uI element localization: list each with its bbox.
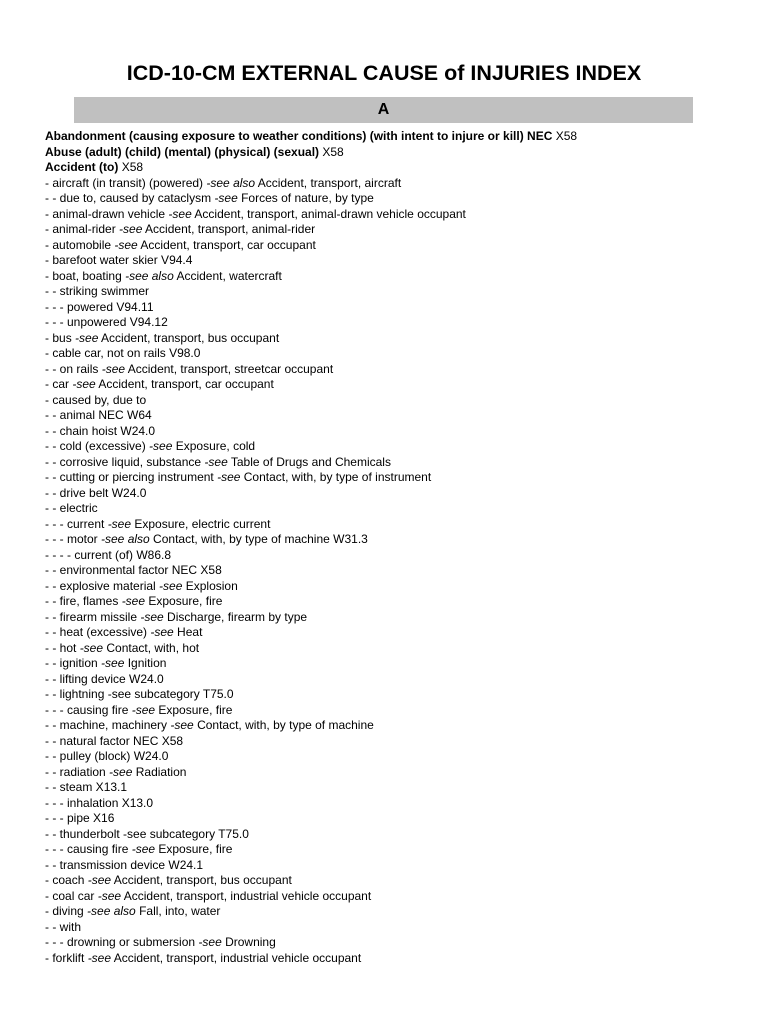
index-entry: [45, 222, 745, 238]
subterm: coach: [52, 873, 88, 887]
subterm: transmission device W24.1: [59, 857, 204, 872]
see-reference: -see: [131, 842, 156, 856]
subterm: pipe X16: [67, 811, 115, 825]
index-entry: [45, 734, 745, 750]
indent-dashes: -: [45, 206, 53, 221]
cross-reference: Accident, transport, industrial vehicle occupant: [111, 950, 362, 965]
subterm: caused by, due to: [52, 392, 147, 407]
subterm: animal NEC W64: [59, 408, 152, 422]
subterm: striking swimmer: [59, 284, 150, 298]
indent-dashes: - -: [45, 284, 60, 298]
indent-dashes: -: [45, 237, 53, 252]
subterm: lightning -see subcategory T75.0: [59, 687, 234, 701]
subterm: diving: [52, 904, 88, 918]
index-entry: [45, 811, 745, 827]
index-entry: [45, 377, 745, 393]
indent-dashes: -: [45, 346, 53, 360]
subterm: ignition: [59, 656, 102, 670]
index-entry: [45, 191, 745, 207]
subterm: pulley (block) W24.0: [59, 749, 169, 763]
subterm: current: [67, 516, 108, 531]
see-reference: -see: [150, 625, 174, 639]
see-reference: -see: [140, 609, 164, 624]
see-reference: -see: [109, 764, 133, 779]
cross-reference: Accident, transport, bus occupant: [98, 330, 280, 345]
indent-dashes: - -: [45, 857, 60, 872]
indent-dashes: - -: [45, 408, 60, 422]
subterm: cold (excessive): [59, 439, 150, 453]
index-entry: [45, 625, 745, 641]
subterm: fire, flames: [59, 594, 122, 608]
indent-dashes: -: [45, 222, 53, 236]
see-reference: -see: [107, 516, 132, 531]
subterm: electric: [59, 501, 98, 515]
index-entry: [45, 284, 745, 300]
cross-reference: Discharge, firearm by type: [163, 609, 308, 624]
subterm: barefoot water skier V94.4: [52, 253, 193, 267]
index-entry: [45, 610, 745, 626]
index-entry: [45, 238, 745, 254]
index-entry: [45, 858, 745, 874]
subterm: drive belt W24.0: [59, 485, 147, 500]
subterm: bus: [52, 330, 76, 345]
cross-reference: Exposure, fire: [155, 702, 233, 717]
indent-dashes: -: [45, 268, 53, 283]
cross-reference: Exposure, electric current: [131, 516, 271, 531]
indent-dashes: - -: [45, 578, 60, 593]
index-entry: [45, 641, 745, 657]
cross-reference: Contact, with, by type of machine: [193, 718, 374, 732]
indent-dashes: -: [45, 253, 53, 267]
cross-reference: Contact, with, by type of machine W31.3: [149, 532, 368, 546]
indent-dashes: - -: [45, 919, 60, 934]
section-letter-bar: [74, 97, 693, 123]
see-reference: -see also: [125, 268, 174, 283]
see-reference: -see: [87, 873, 112, 887]
indent-dashes: - -: [45, 687, 60, 701]
indent-dashes: - -: [45, 423, 60, 438]
see-reference: -see: [131, 702, 156, 717]
see-reference: -see: [198, 935, 222, 949]
main-term: Abuse (adult) (child) (mental) (physical) (sexual): [45, 144, 320, 159]
cross-reference: Contact, with, by type of instrument: [240, 470, 432, 484]
indent-dashes: - -: [45, 439, 60, 453]
indent-dashes: -: [45, 904, 53, 918]
subterm: with: [59, 919, 82, 934]
see-reference: -see: [214, 191, 238, 205]
see-reference: -see: [149, 439, 173, 453]
index-entry: [45, 517, 745, 533]
subterm: environmental factor NEC X58: [59, 563, 222, 577]
indent-dashes: - -: [45, 609, 60, 624]
indent-dashes: -: [45, 873, 53, 887]
code: X58: [121, 160, 144, 174]
cross-reference: Radiation: [132, 764, 187, 779]
subterm: causing fire: [67, 842, 132, 856]
indent-dashes: - -: [45, 718, 60, 732]
index-entry: [45, 393, 745, 409]
subterm: explosive material: [59, 578, 160, 593]
indent-dashes: - - -: [45, 516, 67, 531]
indent-dashes: - - -: [45, 811, 67, 825]
see-reference: -see also: [101, 532, 150, 546]
index-entry: [45, 269, 745, 285]
indent-dashes: - -: [45, 191, 60, 205]
index-entry: [45, 331, 745, 347]
index-entry: [45, 362, 745, 378]
subterm: natural factor NEC X58: [59, 733, 184, 748]
index-entry: [45, 951, 745, 967]
index-entry: [45, 765, 745, 781]
cross-reference: Accident, transport, industrial vehicle occupant: [121, 888, 372, 903]
index-entry: [45, 145, 745, 161]
index-entry: [45, 579, 745, 595]
cross-reference: Exposure, fire: [155, 842, 233, 856]
indent-dashes: - -: [45, 733, 60, 748]
indent-dashes: -: [45, 392, 53, 407]
subterm: current (of) W86.8: [74, 547, 172, 562]
indent-dashes: - - -: [45, 935, 67, 949]
index-entry: [45, 300, 745, 316]
code: X58: [322, 144, 344, 159]
cross-reference: Exposure, cold: [172, 439, 256, 453]
subterm: unpowered V94.12: [67, 315, 168, 329]
indent-dashes: - - -: [45, 315, 67, 329]
cross-reference: Accident, transport, bus occupant: [111, 873, 292, 887]
indent-dashes: -: [45, 888, 53, 903]
indent-dashes: - -: [45, 625, 60, 639]
index-entry: [45, 827, 745, 843]
indent-dashes: - -: [45, 749, 60, 763]
index-entry: [45, 656, 745, 672]
cross-reference: Forces of nature, by type: [237, 191, 374, 205]
subterm: boat, boating: [52, 268, 126, 283]
indent-dashes: -: [45, 950, 53, 965]
index-entry: [45, 253, 745, 269]
index-entry: [45, 176, 745, 192]
subterm: aircraft (in transit) (powered): [52, 175, 207, 190]
cross-reference: Contact, with, hot: [103, 640, 200, 655]
index-entry: [45, 842, 745, 858]
section-letter: A: [377, 101, 390, 118]
cross-reference: Table of Drugs and Chemicals: [227, 454, 391, 469]
page-title: ICD-10-CM EXTERNAL CAUSE of INJURIES INDEX: [126, 61, 642, 85]
subterm: motor: [67, 532, 102, 546]
subterm: animal-drawn vehicle: [52, 206, 169, 221]
cross-reference: Ignition: [124, 656, 167, 670]
subterm: causing fire: [67, 702, 132, 717]
index-entry: [45, 920, 745, 936]
indent-dashes: -: [45, 175, 53, 190]
index-entry: [45, 873, 745, 889]
see-reference: -see: [217, 470, 241, 484]
see-reference: -see: [168, 206, 192, 221]
indent-dashes: - - -: [45, 842, 67, 856]
index-entry: [45, 408, 745, 424]
subterm: radiation: [59, 764, 110, 779]
subterm: heat (excessive): [59, 625, 151, 639]
indent-dashes: - - - -: [45, 547, 75, 562]
indent-dashes: - -: [45, 485, 60, 500]
index-entry: [45, 501, 745, 517]
subterm: hot: [59, 640, 80, 655]
indent-dashes: - -: [45, 640, 60, 655]
subterm: car: [52, 377, 73, 391]
index-entry: [45, 207, 745, 223]
subterm: steam X13.1: [59, 780, 128, 794]
see-reference: -see: [170, 718, 194, 732]
subterm: forklift: [52, 950, 88, 965]
see-reference: -see: [159, 578, 183, 593]
cross-reference: Explosion: [182, 578, 238, 593]
indent-dashes: - - -: [45, 532, 67, 546]
see-reference: -see also: [87, 904, 136, 918]
cross-reference: Accident, transport, car occupant: [95, 377, 274, 391]
cross-reference: Accident, transport, car occupant: [137, 237, 316, 252]
index-entry: [45, 532, 745, 548]
indent-dashes: - -: [45, 501, 60, 515]
indent-dashes: - -: [45, 826, 60, 841]
index-entry: [45, 424, 745, 440]
index-entry: [45, 780, 745, 796]
subterm: firearm missile: [59, 609, 141, 624]
indent-dashes: - -: [45, 594, 60, 608]
subterm: inhalation X13.0: [67, 795, 154, 810]
cross-reference: Fall, into, water: [135, 904, 221, 918]
main-term: Abandonment (causing exposure to weather conditions) (with intent to injure or kill) NEC: [45, 129, 553, 143]
indent-dashes: - -: [45, 454, 60, 469]
indent-dashes: - - -: [45, 702, 67, 717]
subterm: automobile: [52, 237, 115, 252]
index-entry: [45, 486, 745, 502]
indent-dashes: - -: [45, 361, 60, 376]
indent-dashes: - -: [45, 470, 60, 484]
cross-reference: Accident, transport, animal-drawn vehicle occupant: [191, 206, 466, 221]
see-reference: -see: [101, 656, 125, 670]
index-entry: [45, 718, 745, 734]
see-reference: -see: [72, 377, 96, 391]
index-entry: [45, 548, 745, 564]
cross-reference: Accident, transport, animal-rider: [142, 222, 316, 236]
index-entry: [45, 687, 745, 703]
cross-reference: Accident, transport, aircraft: [255, 175, 402, 190]
see-reference: -see: [121, 594, 146, 608]
cross-reference: Heat: [173, 625, 203, 639]
subterm: machine, machinery: [59, 718, 171, 732]
subterm: thunderbolt -see subcategory T75.0: [59, 826, 249, 841]
index-entry: [45, 889, 745, 905]
cross-reference: Accident, watercraft: [173, 268, 282, 283]
see-reference: -see: [87, 950, 112, 965]
cross-reference: Accident, transport, streetcar occupant: [125, 361, 334, 376]
see-reference: -see: [119, 222, 143, 236]
index-entries: [45, 129, 745, 966]
main-term: Accident (to): [45, 160, 119, 174]
index-entry: [45, 563, 745, 579]
subterm: due to, caused by cataclysm: [59, 191, 215, 205]
code: X58: [555, 129, 578, 143]
see-reference: -see also: [206, 175, 256, 190]
see-reference: -see: [75, 330, 99, 345]
subterm: chain hoist W24.0: [59, 423, 156, 438]
index-entry: [45, 796, 745, 812]
index-entry: [45, 470, 745, 486]
indent-dashes: - - -: [45, 299, 67, 314]
indent-dashes: - -: [45, 764, 60, 779]
subterm: cable car, not on rails V98.0: [52, 346, 201, 360]
index-entry: [45, 749, 745, 765]
subterm: cutting or piercing instrument: [59, 470, 218, 484]
indent-dashes: - -: [45, 780, 60, 794]
subterm: powered V94.11: [67, 299, 154, 314]
indent-dashes: -: [45, 330, 53, 345]
index-entry: [45, 346, 745, 362]
indent-dashes: - -: [45, 656, 60, 670]
indent-dashes: - -: [45, 671, 60, 686]
cross-reference: Drowning: [221, 935, 276, 949]
index-entry: [45, 129, 745, 145]
index-entry: [45, 935, 745, 951]
see-reference: -see: [114, 237, 138, 252]
subterm: coal car: [52, 888, 98, 903]
indent-dashes: - -: [45, 563, 60, 577]
index-entry: [45, 455, 745, 471]
see-reference: -see: [204, 454, 228, 469]
index-entry: [45, 703, 745, 719]
index-entry: [45, 672, 745, 688]
index-entry: [45, 315, 745, 331]
index-entry: [45, 160, 745, 176]
subterm: corrosive liquid, substance: [59, 454, 205, 469]
index-entry: [45, 904, 745, 920]
see-reference: -see: [97, 888, 122, 903]
subterm: animal-rider: [52, 222, 120, 236]
index-entry: [45, 594, 745, 610]
see-reference: -see: [79, 640, 104, 655]
subterm: drowning or submersion: [67, 935, 199, 949]
see-reference: -see: [101, 361, 126, 376]
indent-dashes: - - -: [45, 795, 67, 810]
index-entry: [45, 439, 745, 455]
subterm: lifting device W24.0: [59, 671, 164, 686]
subterm: on rails: [59, 361, 102, 376]
cross-reference: Exposure, fire: [145, 594, 223, 608]
indent-dashes: -: [45, 377, 53, 391]
